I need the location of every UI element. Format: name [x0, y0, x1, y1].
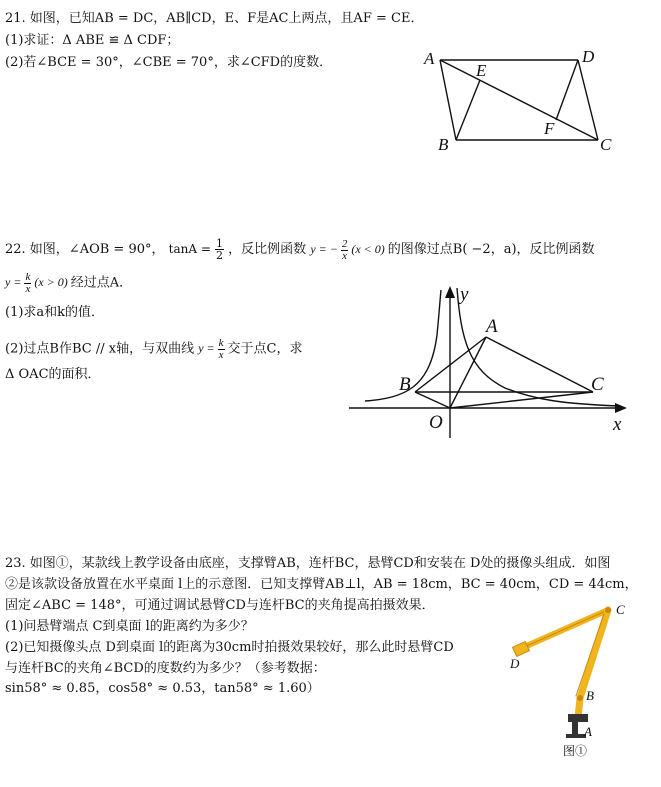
q23-joint-B	[577, 695, 583, 701]
q23-clamp-post	[572, 722, 578, 736]
q22-func3-label: y =	[198, 341, 215, 356]
q22-tan-fraction	[215, 238, 224, 261]
q22-func3-den: x	[218, 349, 224, 361]
q22-text-1a: 22. 如图，∠AOB = 90°，	[5, 242, 165, 257]
q22-func2	[5, 271, 71, 295]
q21-segment-AB	[440, 60, 456, 140]
q21-line3: (2)若∠BCE = 30°，∠CBE = 70°，求∠CFD的度数．	[5, 55, 333, 70]
q23-line6: 与连杆BC的夹角∠BCD的度数约为多少？（参考数据：	[5, 661, 326, 676]
q22-func2-cond: (x > 0)	[34, 275, 68, 290]
q23-line7: sin58° ≈ 0.85，cos58° ≈ 0.53，tan58° ≈ 1.60）	[5, 681, 320, 696]
q22-func2-fraction	[24, 272, 31, 295]
q22-segment-OB	[415, 392, 450, 408]
q22-tan	[169, 238, 224, 261]
q22-func3	[198, 337, 227, 361]
q21-label-D: D	[582, 47, 595, 66]
q22-tan-num: 1	[216, 237, 224, 250]
q22-line2	[5, 272, 132, 295]
q22-func1-num: 2	[341, 237, 348, 250]
q22-func1-fraction	[341, 239, 349, 262]
q23-figure-caption: 图①	[563, 744, 588, 758]
q21-line2: (1)求证：Δ ABE ≌ Δ CDF；	[5, 33, 180, 48]
q22-func2-num: k	[25, 271, 31, 283]
q22-line4	[5, 338, 303, 361]
q22-hyperbola-figure	[345, 280, 635, 440]
q22-func1-cond: (x < 0)	[351, 242, 385, 256]
q23-line3: 固定∠ABC = 148°，可通过调试悬臂CD与连杆BC的夹角提高拍摄效果．	[5, 598, 435, 613]
q21-segment-DC	[578, 60, 598, 140]
q23-arm-BC-edge	[576, 614, 604, 696]
q21-label-B: B	[438, 135, 449, 154]
q22-func2-den: x	[25, 283, 31, 295]
q23-line4: (1)问悬臂端点 C到桌面 l的距离约为多少？	[5, 619, 254, 634]
q23-clamp	[568, 714, 588, 722]
q22-func1	[310, 237, 387, 262]
q23-label-B: B	[586, 688, 594, 703]
q22-func3-num: k	[218, 337, 224, 349]
q22-segment-AC	[486, 337, 593, 392]
q22-text-1c: 的图像过点B( −2，a)，反比例函数	[387, 242, 595, 257]
q22-label-C: C	[591, 374, 604, 395]
q21-label-F: F	[544, 119, 555, 138]
q22-tan-den: 2	[216, 249, 224, 262]
q23-camera-arm-figure	[500, 600, 640, 760]
q22-text-4a: (2)过点B作BC // x轴，与双曲线	[5, 341, 195, 357]
q23-line5: (2)已知摄像头点 D到桌面 l的距离为30cm时拍摄效果较好，那么此时悬臂CD	[5, 640, 454, 655]
q21-segment-BE	[456, 80, 480, 140]
q22-label-y: y	[460, 284, 469, 305]
q23-label-A: A	[584, 724, 592, 739]
q22-text-1b: ，反比例函数	[228, 242, 307, 257]
q22-label-O: O	[429, 412, 443, 433]
q22-line1	[5, 238, 595, 262]
q23-clamp-base	[566, 734, 586, 738]
q23-line2: ②是该款设备放置在水平桌面 l上的示意图．已知支撑臂AB⊥l，AB = 18cm，BC = 40cm，CD = 44cm，	[5, 577, 638, 592]
q22-x-axis-arrow	[615, 403, 627, 413]
q23-label-C: C	[616, 602, 625, 617]
q23-label-D: D	[510, 656, 520, 671]
q23-joint-C	[605, 607, 611, 613]
q22-label-B: B	[399, 374, 411, 395]
q22-func1-den: x	[342, 249, 348, 262]
q22-label-A: A	[486, 316, 498, 337]
q21-line1: 21. 如图，已知AB = DC，AB∥CD，E、F是AC上两点，且AF = CE．	[5, 11, 424, 26]
q21-label-E: E	[476, 61, 487, 80]
q21-label-C: C	[600, 135, 612, 154]
q22-func1-label: y = −	[310, 242, 338, 256]
q22-tan-label: tanA =	[168, 242, 211, 256]
q21-segment-DF	[556, 60, 578, 120]
q22-label-x: x	[613, 414, 622, 435]
q22-func3-fraction	[218, 338, 225, 361]
q22-y-axis-arrow	[445, 286, 455, 298]
q22-line5: Δ OAC的面积．	[5, 367, 101, 382]
q23-line1: 23. 如图①，某款线上教学设备由底座，支撑臂AB，连杆BC，悬臂CD和安装在 D处的摄像头组成．如图	[5, 556, 611, 571]
q21-label-A: A	[424, 49, 435, 68]
q22-text-4b: 交于点C，求	[227, 341, 303, 357]
q22-line3: (1)求a和k的值．	[5, 305, 105, 320]
q21-parallelogram-figure	[420, 40, 620, 155]
q22-text-2b: 经过点A．	[70, 275, 133, 291]
q22-func2-label: y =	[5, 275, 22, 290]
